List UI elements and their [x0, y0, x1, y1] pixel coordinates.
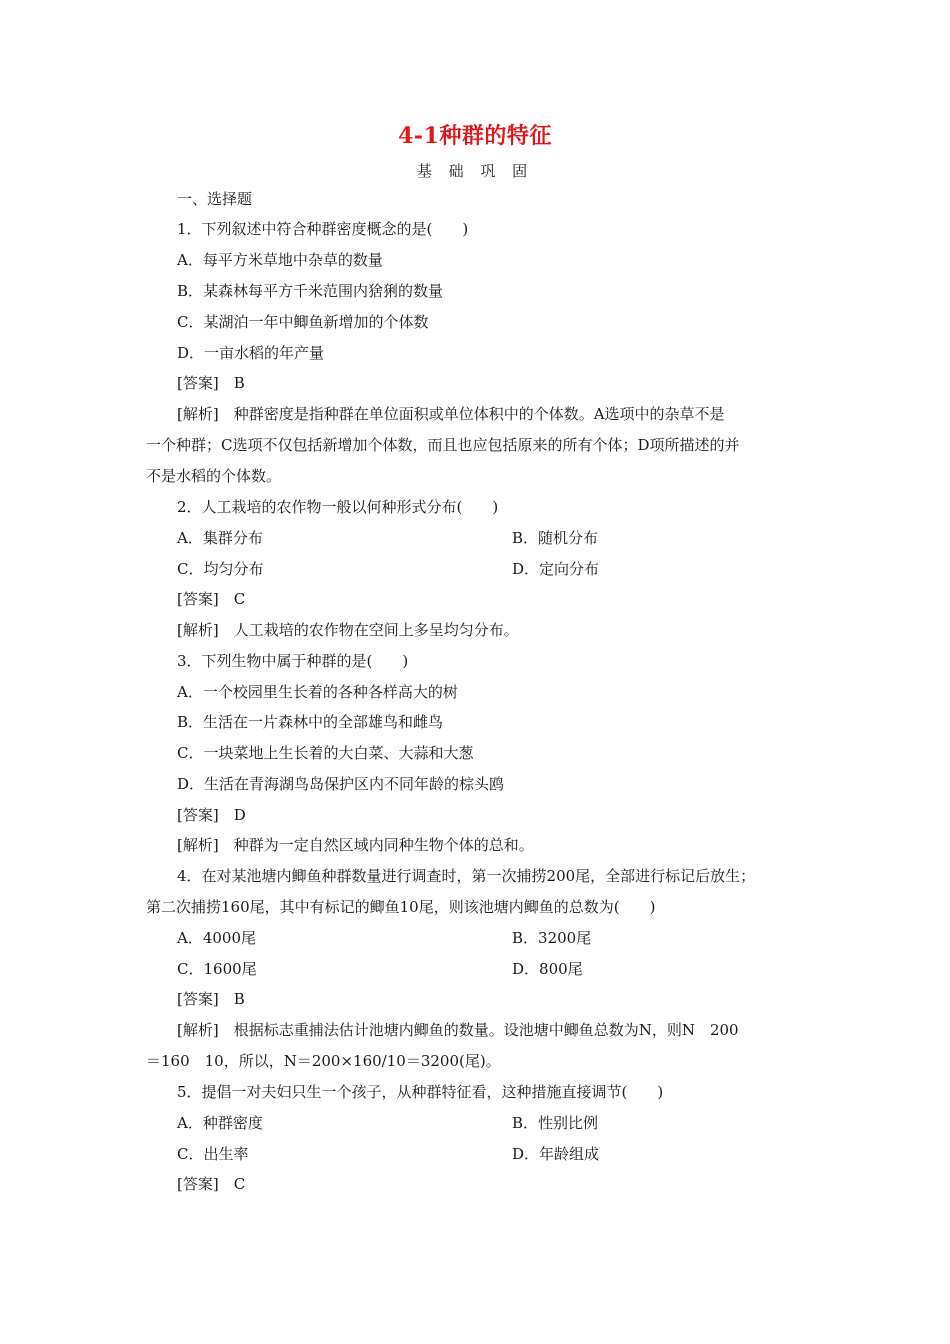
question-5-answer: [答案] C [177, 1175, 246, 1193]
question-4-analysis-line-2: ＝160 10，所以，N＝200×160/10＝3200(尾)。 [146, 1052, 501, 1070]
question-2-option-c: C．均匀分布 [177, 560, 264, 578]
question-4-option-d: D．800尾 [512, 960, 583, 978]
question-3-answer: [答案] D [177, 806, 246, 824]
question-1-option-d: D．一亩水稻的年产量 [177, 344, 325, 362]
question-1-analysis-line-3: 不是水稻的个体数。 [146, 467, 282, 485]
question-1-stem: 1．下列叙述中符合种群密度概念的是( ) [177, 220, 469, 238]
question-3-analysis: [解析] 种群为一定自然区域内同种生物个体的总和。 [177, 836, 534, 854]
question-5-option-a: A．种群密度 [177, 1114, 263, 1132]
question-2-option-a: A．集群分布 [177, 529, 263, 547]
question-3-stem: 3．下列生物中属于种群的是( ) [177, 652, 409, 670]
question-1-analysis-line-2: 一个种群；C选项不仅包括新增加个体数，而且也应包括原来的所有个体；D项所描述的并 [146, 436, 740, 454]
question-3-option-b: B．生活在一片森林中的全部雄鸟和雌鸟 [177, 713, 444, 731]
question-2-option-d: D．定向分布 [512, 560, 600, 578]
question-3-option-a: A．一个校园里生长着的各种各样高大的树 [177, 683, 458, 701]
question-5-option-c: C．出生率 [177, 1145, 249, 1163]
question-2-option-b: B．随机分布 [512, 529, 599, 547]
question-2-stem: 2．人工栽培的农作物一般以何种形式分布( ) [177, 498, 499, 516]
question-1-option-a: A．每平方米草地中杂草的数量 [177, 251, 383, 269]
question-5-option-b: B．性别比例 [512, 1114, 599, 1132]
question-1-answer: [答案] B [177, 374, 245, 392]
question-4-stem-line-1: 4．在对某池塘内鲫鱼种群数量进行调查时，第一次捕捞200尾，全部进行标记后放生； [177, 867, 756, 885]
question-4-option-c: C．1600尾 [177, 960, 257, 978]
question-2-analysis: [解析] 人工栽培的农作物在空间上多呈均匀分布。 [177, 621, 519, 639]
section-heading: 一、选择题 [177, 190, 253, 208]
question-1-option-c: C．某湖泊一年中鲫鱼新增加的个体数 [177, 313, 429, 331]
question-2-answer: [答案] C [177, 590, 246, 608]
section-subtitle: 基 础 巩 固 [416, 162, 534, 180]
question-1-option-b: B．某森林每平方千米范围内猞猁的数量 [177, 282, 444, 300]
question-4-answer: [答案] B [177, 990, 245, 1008]
page-title: 4-1种群的特征 [398, 123, 552, 149]
question-4-analysis-line-1: [解析] 根据标志重捕法估计池塘内鲫鱼的数量。设池塘中鲫鱼总数为N，则N 200 [177, 1021, 739, 1039]
question-3-option-d: D．生活在青海湖鸟岛保护区内不同年龄的棕头鸥 [177, 775, 505, 793]
question-4-option-a: A．4000尾 [177, 929, 257, 947]
question-4-option-b: B．3200尾 [512, 929, 592, 947]
question-4-stem-line-2: 第二次捕捞160尾，其中有标记的鲫鱼10尾，则该池塘内鲫鱼的总数为( ) [146, 898, 656, 916]
question-1-analysis-line-1: [解析] 种群密度是指种群在单位面积或单位体积中的个体数。A选项中的杂草不是 [177, 405, 725, 423]
question-5-option-d: D．年龄组成 [512, 1145, 600, 1163]
question-5-stem: 5．提倡一对夫妇只生一个孩子，从种群特征看，这种措施直接调节( ) [177, 1083, 664, 1101]
question-3-option-c: C．一块菜地上生长着的大白菜、大蒜和大葱 [177, 744, 474, 762]
